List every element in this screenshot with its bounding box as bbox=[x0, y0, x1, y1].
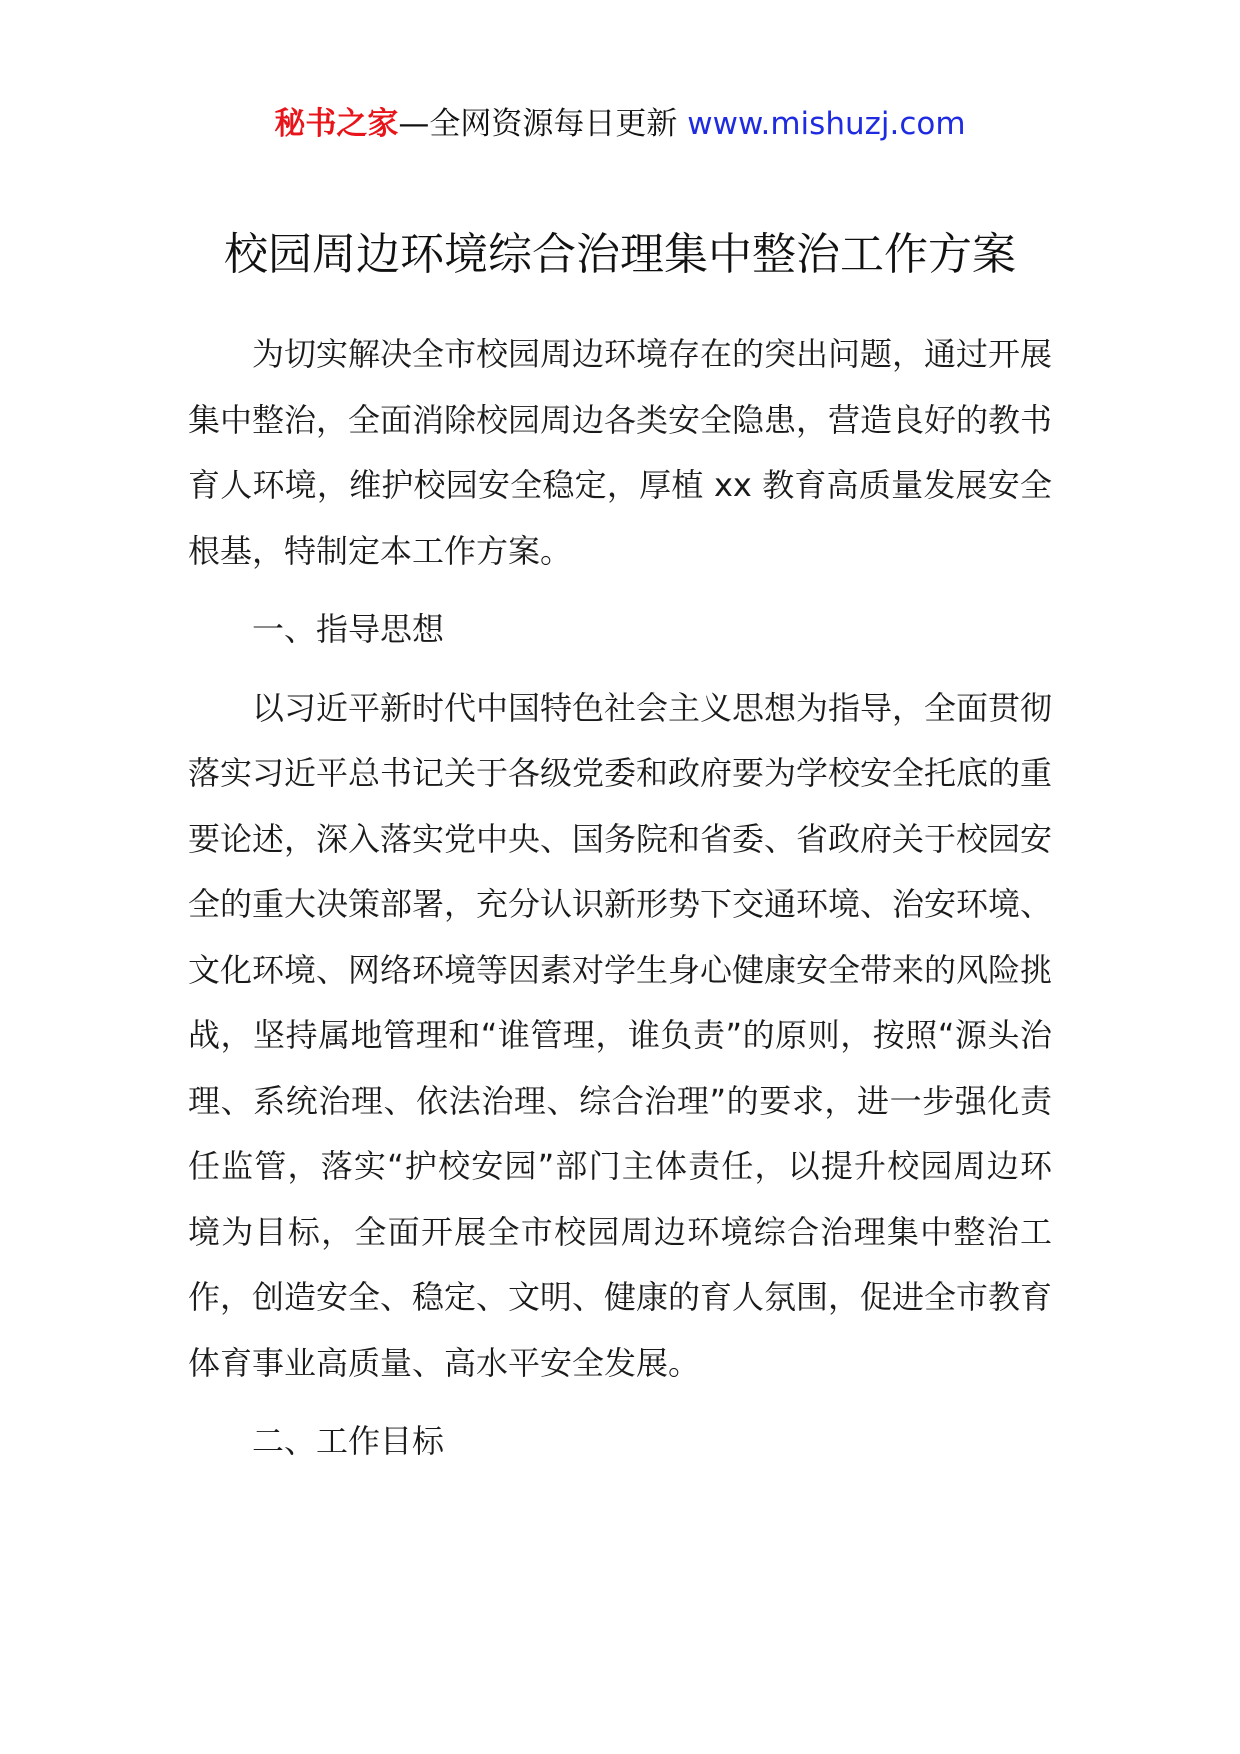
guiding-ideology-paragraph: 以习近平新时代中国特色社会主义思想为指导，全面贯彻落实习近平总书记关于各级党委和政府要为学校安全托底的重要论述，深入落实党中央、国务院和省委、省政府关于校园安全的重大决策部署，充分认识新形势下交通环境、治安环境、文化环境、网络环境等因素对学生身心健康安全带来的风险挑战，坚持属地管理和“谁管理，谁负责”的原则，按照“源头治理、系统治理、依法治理、综合治理”的要求，进一步强化责任监管，落实“护校安园”部门主体责任，以提升校园周边环境为目标，全面开展全市校园周边环境综合治理集中整治工作，创造安全、稳定、文明、健康的育人氛围，促进全市教育体育事业高质量、高水平安全发展。 bbox=[188, 688, 1053, 1382]
site-brand: 秘书之家 bbox=[274, 106, 399, 142]
section-heading-work-goals: 二、工作目标 bbox=[252, 1422, 445, 1460]
site-slogan: —全网资源每日更新 bbox=[398, 106, 678, 142]
document-title: 校园周边环境综合治理集中整治工作方案 bbox=[224, 229, 1016, 280]
site-header bbox=[0, 102, 1240, 146]
site-url-link[interactable]: www.mishuzj.com bbox=[687, 106, 966, 142]
intro-paragraph: 为切实解决全市校园周边环境存在的突出问题，通过开展集中整治，全面消除校园周边各类安全隐患，营造良好的教书育人环境，维护校园安全稳定，厚植 xx 教育高质量发展安全根基，特制定本工作方案。 bbox=[188, 335, 1053, 570]
section-heading-guiding-ideology: 一、指导思想 bbox=[252, 610, 445, 648]
document-body bbox=[188, 322, 1052, 1475]
